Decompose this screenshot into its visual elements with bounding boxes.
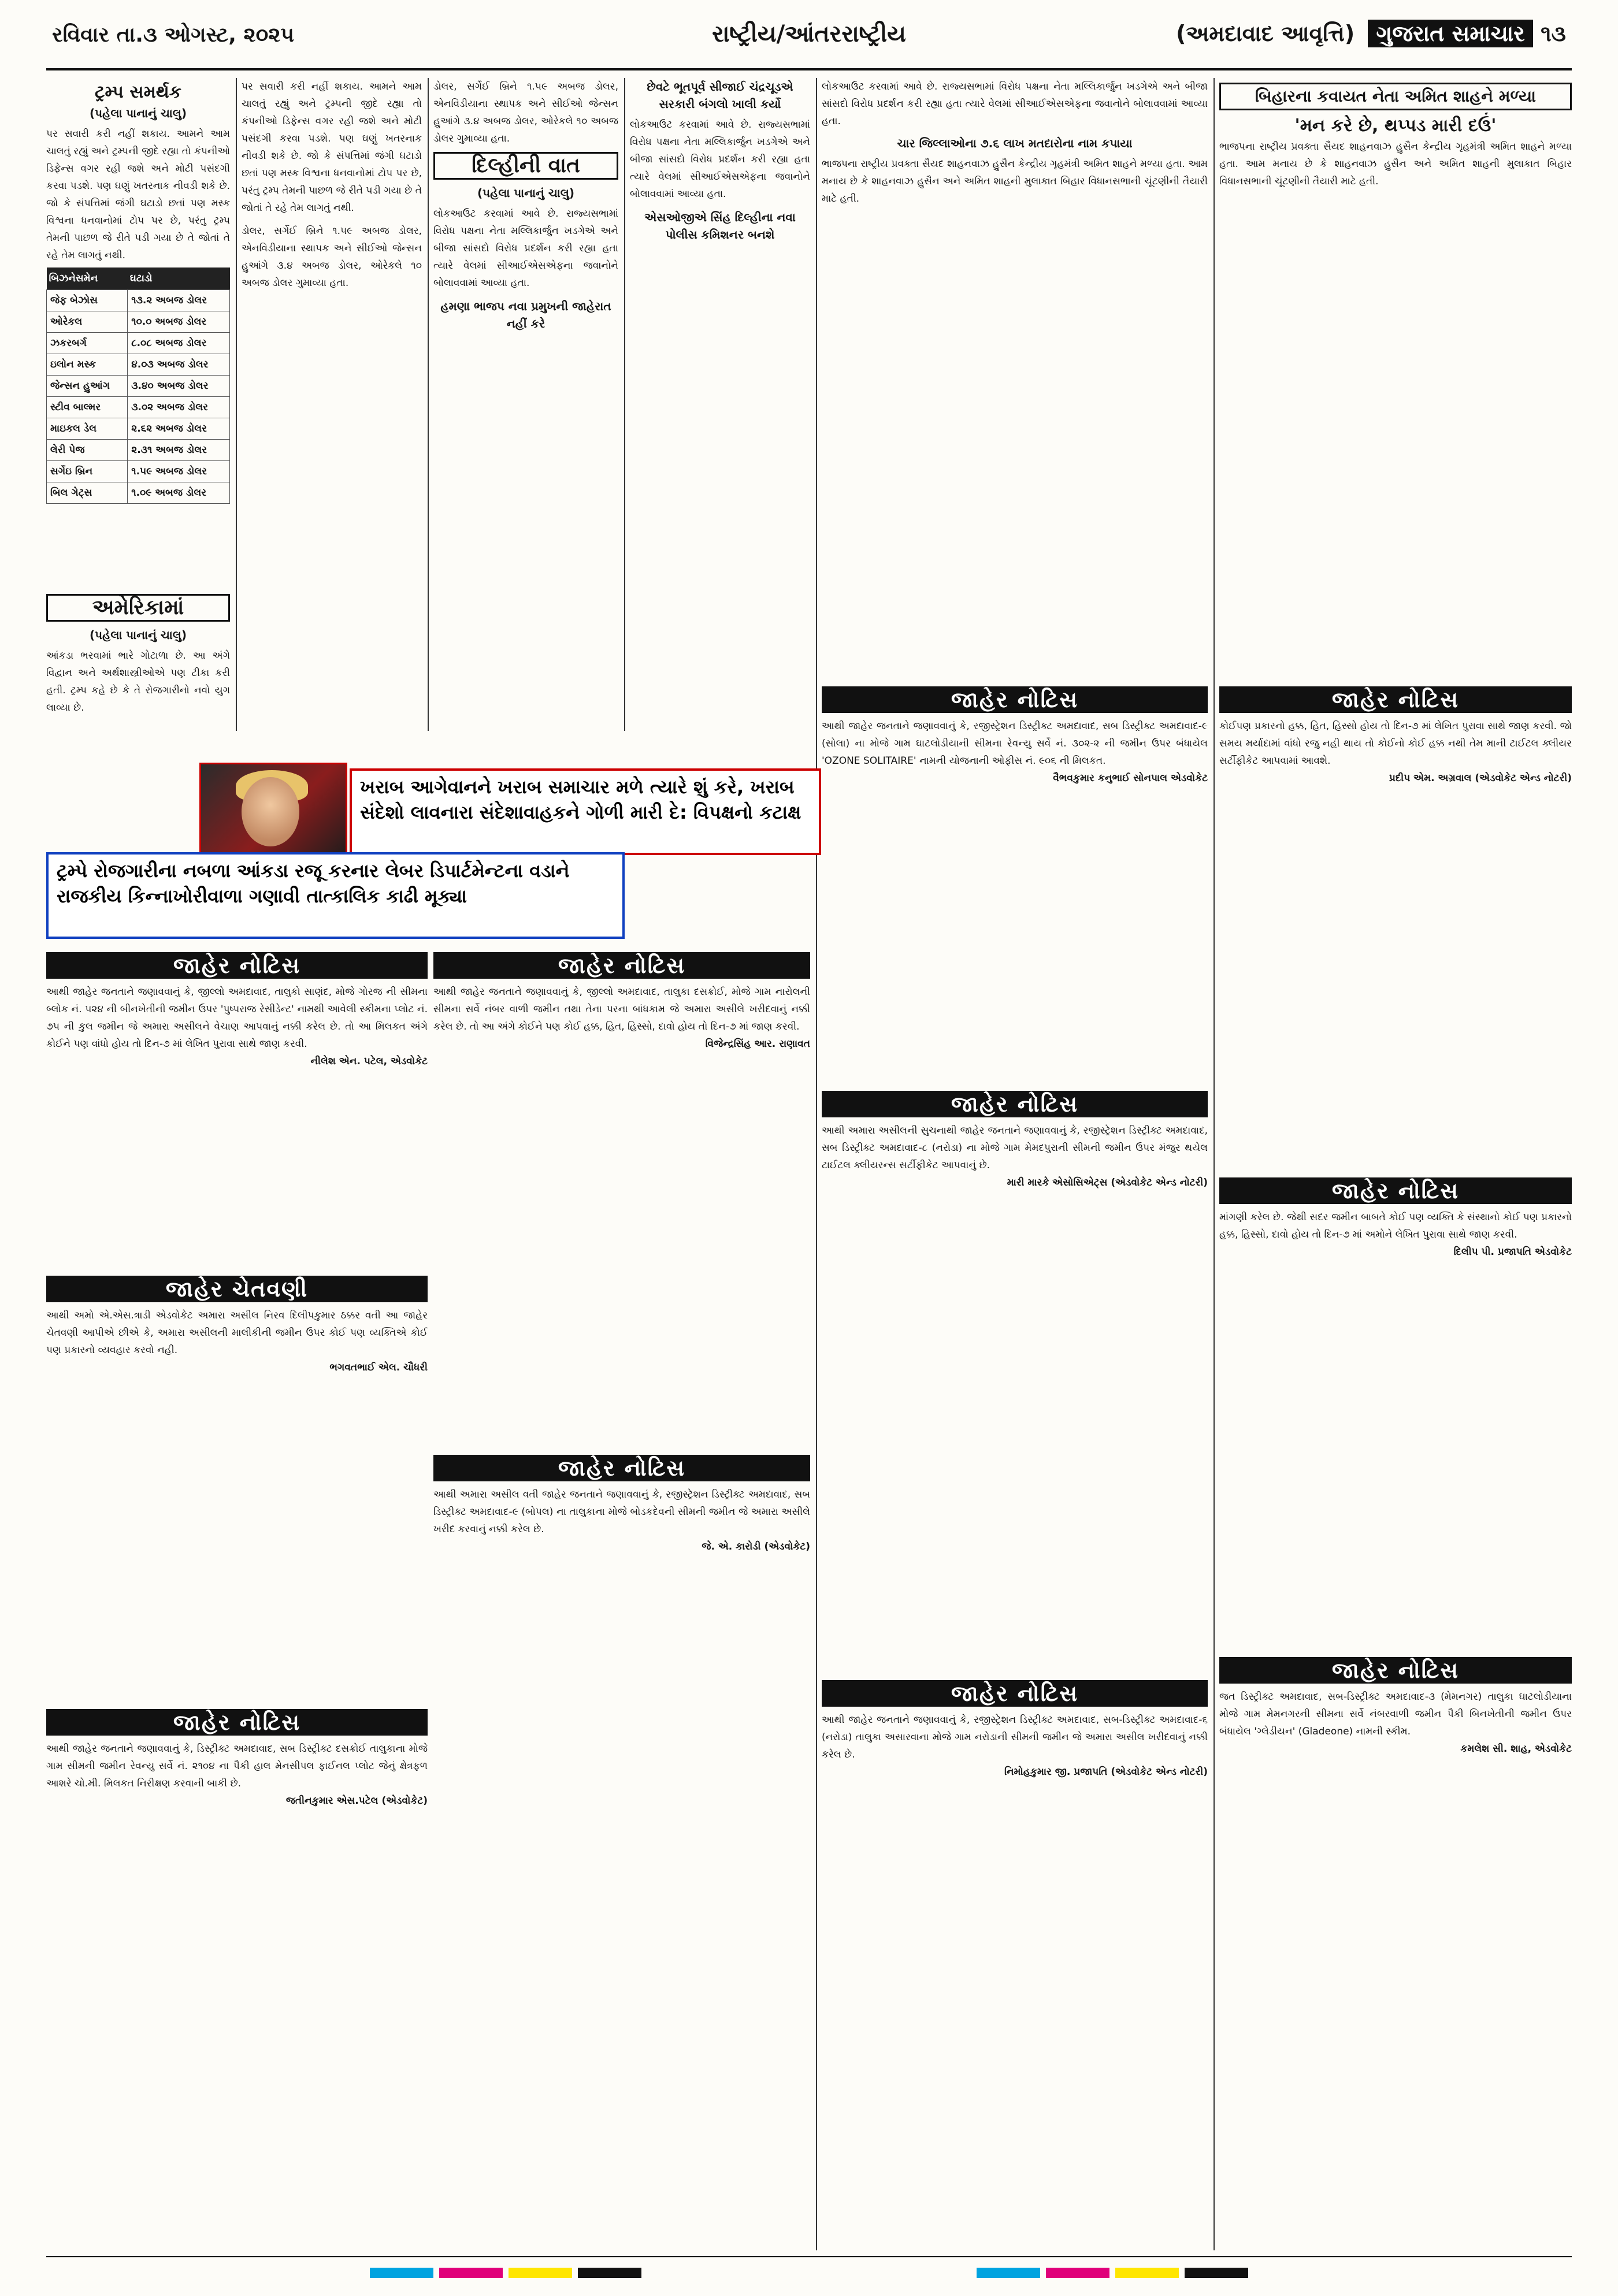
notice-body: આથી અમારા અસીલની સુચનાથી જાહેર જનતાને જણાવવાનું કે, રજીસ્ટ્રેશન ડિસ્ટ્રીક્ટ અમદાવાદ, સબ ડિસ્ટ્રીક્ટ અમદાવાદ-૮ (નરોડા) ના મોજે ગામ મેમદપુરાની સીમની જમીન ઉપર મંજુર થયેલ ટાઈટલ ક્લીયરન્સ સર્ટીફીકેટ આપવાનું છે. xyxy=(822,1125,1208,1171)
notice-title: જાહેર નોટિસ xyxy=(1219,1657,1572,1684)
notice-6 xyxy=(822,1086,1208,1664)
notice-3 xyxy=(433,948,810,1433)
delhi-body-cont: લોકઆઉટ કરવામાં આવે છે. રાજ્યસભામાં વિરોધ પક્ષના નેતા મલ્લિકાર્જુન ખડગેએ અને બીજા સાંસદો વિરોધ પ્રદર્શન કરી રહ્યા હતા ત્યારે વેલમાં સીઆઈએસએફના જવાનોને બોલાવવામાં આવ્યા હતા. xyxy=(630,119,810,200)
notice-body: જત ડિસ્ટ્રીક્ટ અમદાવાદ, સબ-ડિસ્ટ્રીક્ટ અમદાવાદ-૩ (મેમનગર) તાલુકા ઘાટલોડીયાના મોજે ગામ મેમનગરની સીમના સર્વે નંબરવાળી જમીન પૈકી બિનખેતીની જમીન ઉપર બંધાયેલ 'ગ્લેડીયન' (Gladeone) નામની સ્કીમ. xyxy=(1219,1691,1572,1737)
column-divider xyxy=(816,78,817,2250)
newspaper-logo: ગુજરાત સમાચાર xyxy=(1368,20,1532,47)
businessman-name: બિલ ગેટ્સ xyxy=(47,482,128,504)
delhi-article-cont xyxy=(630,78,810,731)
trump-after-table: ડોલર, સર્ગેઈ બ્રિને ૧.૫૯ અબજ ડોલર, એનવિડીયાના સ્થાપક અને સીઈઓ જેન્સન હુઆંગે ૩.૪ અબજ ડોલર, ઓરેકલે ૧૦ અબજ ડોલર ગુમાવ્યા હતા. xyxy=(242,225,422,289)
businessman-name: જેન્સન હુઆંગ xyxy=(47,376,128,397)
police-commissioner-subhead: એસઓજીએ સિંહ દિલ્હીના નવા પોલીસ કમિશનર બનશે xyxy=(644,210,796,242)
footer-rule xyxy=(46,2256,1572,2257)
table-row xyxy=(47,482,230,504)
wealth-loss: ૨.૬૨ અબજ ડોલર xyxy=(128,418,230,440)
notice-body: આથી જાહેર જનતાને જણાવવાનું કે, રજીસ્ટ્રેશન ડિસ્ટ્રીક્ટ અમદાવાદ, સબ-ડિસ્ટ્રીક્ટ અમદાવાદ-૬ (નરોડા) તાલુકા અસારવાના મોજે ગામ નરોડાની સીમની જમીન જે અમારા અસીલ ખરીદવાનું નક્કી કરેલ છે. xyxy=(822,1714,1208,1760)
notice-advocate: નીલેશ એન. પટેલ, એડવોકેટ xyxy=(310,1056,428,1067)
trump-photo xyxy=(199,763,347,864)
notice-body: માંગણી કરેલ છે. જેથી સદર જમીન બાબતે કોઈ પણ વ્યક્તિ કે સંસ્થાનો કોઈ પણ પ્રકારનો હક્ક, હિસ્સો, દાવો હોય તો દિન-૭ માં અમોને લેખિત પુરાવા સાથે જાણ કરવી. xyxy=(1219,1212,1572,1240)
wealth-loss: ૧.૫૯ અબજ ડોલર xyxy=(128,461,230,482)
notice-advocate: જતીનકુમાર એસ.પટેલ (એડવોકેટ) xyxy=(285,1795,428,1807)
notice-1 xyxy=(46,948,428,1260)
notice-warning xyxy=(46,1271,428,1687)
notice-5 xyxy=(822,682,1208,1063)
businessman-name: ઇલોન મસ્ક xyxy=(47,354,128,376)
table-row xyxy=(47,461,230,482)
wealth-loss: ૨.૩૧ અબજ ડોલર xyxy=(128,440,230,461)
wealth-loss: ૪.૦૩ અબજ ડોલર xyxy=(128,354,230,376)
businessman-name: ઓરેકલ xyxy=(47,311,128,333)
notice-advocate: પ્રદીપ એમ. અગ્રવાલ (એડવોકેટ એન્ડ નોટરી) xyxy=(1389,772,1572,784)
notice-advocate: દિલીપ પી. પ્રજાપતિ એડવોકેટ xyxy=(1453,1246,1572,1258)
notice-title: જાહેર નોટિસ xyxy=(822,1091,1208,1117)
registration-mark-magenta xyxy=(439,2268,503,2278)
trump-body: પર સવારી કરી નહીં શકાય. આમને આમ ચાલતું રહ્યું અને ટ્રમ્પની જીદે રહ્યા તો કંપનીઓ ડિફેન્સ વગર રહી જશે અને મોટી પસંદગી કરવા પડશે. પણ ઘણું ખતરનાક નીવડી શકે છે. જો કે સંપત્તિમાં જંગી ઘટાડો છતાં પણ મસ્ક વિશ્વના ધનવાનોમાં ટોપ પર છે, પરંતુ ટ્રમ્પ તેમની પાછળ જે રીતે પડી ગયા છે તે જોતાં તે રહે તેમ લાગતું નથી. xyxy=(46,128,230,261)
notice-2 xyxy=(46,1704,428,2247)
table-row xyxy=(47,354,230,376)
chandrachud-headline: છેવટે ભૂતપૂર્વ સીજાઈ ચંદ્રચૂડએ સરકારી બંગલો ખાલી કર્યો xyxy=(647,80,793,111)
notice-body: આથી અમારા અસીલ વતી જાહેર જનતાને જણાવવાનું કે, રજીસ્ટ્રેશન ડિસ્ટ્રીક્ટ અમદાવાદ, સબ ડિસ્ટ્રીક્ટ અમદાવાદ-૯ (બોપલ) ના તાલુકાના મોજે બોડકદેવની સીમની જમીન જે અમારા અસીલે ખરીદ કરવાનું નક્કી કરેલ છે. xyxy=(433,1489,810,1535)
warning-advocate: ભગવતભાઈ એલ. ચૌધરી xyxy=(329,1362,428,1373)
column-divider xyxy=(236,78,237,731)
wealth-loss: ૧૩.૨ અબજ ડોલર xyxy=(128,290,230,311)
notice-title: જાહેર નોટિસ xyxy=(46,1709,428,1736)
notice-body: આથી જાહેર જનતાને જણાવવાનું કે, જીલ્લો અમદાવાદ, તાલુકો સાણંદ, મોજે ગોરજ ની સીમના બ્લોક નં. ૫૨૪ ની બીનખેતીની જમીન ઉપર 'પુષ્પરાજ રેસીડેન્ટ' નામથી આવેલી સ્કીમના પ્લોટ નં. ૭૫ ની કુલ જમીન જે અમારા અસીલને વેચાણ આપવાનું નક્કી કરેલ છે. તો આ મિલકત અંગે કોઈને પણ વાંધો હોય તો દિન-૭ માં લેખિત પુરાવા સાથે જાણ કરવી. xyxy=(46,986,428,1050)
wealth-loss: ૩.૦૨ અબજ ડોલર xyxy=(128,397,230,418)
notice-title: જાહેર નોટિસ xyxy=(1219,1177,1572,1204)
registration-mark-magenta xyxy=(1046,2268,1109,2278)
notice-title: જાહેર નોટિસ xyxy=(822,1680,1208,1707)
registration-mark-black xyxy=(578,2268,641,2278)
notice-7 xyxy=(822,1675,1208,2247)
notice-advocate: જે. એ. કારોડી (એડવોકેટ) xyxy=(702,1541,810,1552)
opposition-quote-banner: ખરાબ આગેવાનને ખરાબ સમાચાર મળે ત્યારે શું કરે, ખરાબ સંદેશો લાવનારા સંદેશાવાહકને ગોળી મારી દે: વિપક્ષનો કટાક્ષ xyxy=(350,768,821,855)
bihar-headline: બિહારના કવાયત નેતા અમિત શાહને મળ્યા xyxy=(1219,83,1572,110)
table-header: બિઝનેસમેન xyxy=(47,268,128,290)
delhi-article xyxy=(433,78,618,731)
column-divider xyxy=(428,78,429,731)
notice-body: આથી જાહેર જનતાને જણાવવાનું કે, રજીસ્ટ્રેશન ડિસ્ટ્રીક્ટ અમદાવાદ, સબ ડિસ્ટ્રીક્ટ અમદાવાદ-૯ (સોલા) ના મોજે ગામ ઘાટલોડીયાની સીમના રેવન્યુ સર્વે નં. ૩૦૨-૨ ની જમીન ઉપર બંધાયેલ 'OZONE SOLITAIRE' નામની યોજનાની ઓફીસ નં. ૯૦૬ ની મિલકત. xyxy=(822,720,1208,767)
delhi-lead-text: ડોલર, સર્ગેઈ બ્રિને ૧.૫૯ અબજ ડોલર, એનવિડીયાના સ્થાપક અને સીઈઓ જેન્સન હુઆંગે ૩.૪ અબજ ડોલર, ઓરેકલે ૧૦ અબજ ડોલર ગુમાવ્યા હતા. xyxy=(433,81,618,144)
notice-body: કોઈપણ પ્રકારનો હક્ક, હિત, હિસ્સો હોય તો દિન-૭ માં લેખિત પુરાવા સાથે જાણ કરવી. જો સમય મર્યાદામાં વાંધો રજુ નહી થાય તો કોઈનો કોઈ હક્ક નથી તેમ માની ટાઈટલ ક્લીયર સર્ટીફીકેટ આપવામાં આવશે. xyxy=(1219,720,1572,767)
bihar-article xyxy=(822,78,1208,731)
registration-mark-yellow xyxy=(1115,2268,1179,2278)
notice-8 xyxy=(1219,682,1572,1156)
wealth-loss: ૧૦.૦ અબજ ડોલર xyxy=(128,311,230,333)
registration-mark-black xyxy=(1185,2268,1248,2278)
voters-subhead: ચાર જિલ્લાઓના ૭.૬ લાખ મતદારોના નામ કપાયા xyxy=(897,136,1133,150)
table-row xyxy=(47,418,230,440)
section-title: રાષ્ટ્રીય/આંતરરાષ્ટ્રીય xyxy=(712,21,906,47)
table-row xyxy=(47,440,230,461)
notice-9 xyxy=(1219,1173,1572,1635)
wealth-loss: ૮.૦૮ અબજ ડોલર xyxy=(128,333,230,354)
delhi-continued: (પહેલા પાનાનું ચાલુ) xyxy=(477,186,575,200)
trump-body-cont: પર સવારી કરી નહીં શકાય. આમને આમ ચાલતું રહ્યું અને ટ્રમ્પની જીદે રહ્યા તો કંપનીઓ ડિફેન્સ વગર રહી જશે અને મોટી પસંદગી કરવા પડશે. પણ ઘણું ખતરનાક નીવડી શકે છે. જો કે સંપત્તિમાં જંગી ઘટાડો છતાં પણ મસ્ક વિશ્વના ધનવાનોમાં ટોપ પર છે, પરંતુ ટ્રમ્પ તેમની પાછળ જે રીતે પડી ગયા છે તે જોતાં તે રહે તેમ લાગતું નથી. xyxy=(242,81,422,214)
table-row xyxy=(47,333,230,354)
notice-title: જાહેર નોટિસ xyxy=(1219,686,1572,713)
issue-date: રવિવાર તા.૩ ઓગસ્ટ, ૨૦૨૫ xyxy=(52,23,295,47)
photo-face xyxy=(242,777,299,846)
notice-title: જાહેર નોટિસ xyxy=(433,952,810,979)
bihar-body: ભાજપના રાષ્ટ્રીય પ્રવક્તા સૈયદ શાહનવાઝ હુસૈન કેન્દ્રીય ગૃહમંત્રી અમિત શાહને મળ્યા હતા. આમ મનાય છે કે શાહનવાઝ હુસૈન અને અમિત શાહની મુલાકાત બિહાર વિધાનસભાની ચૂંટણીની તૈયારી માટે હતી. xyxy=(1219,141,1572,187)
slap-quote-headline: 'મન કરે છે, થપ્પડ મારી દઉં' xyxy=(1294,116,1497,136)
masthead-rule xyxy=(46,68,1572,70)
america-body: આંકડા ભરવામાં ભારે ગોટાળા છે. આ અંગે વિદ્વાન અને અર્થશાસ્ત્રીઓએ પણ ટીકા કરી હતી. ટ્રમ્પ કહે છે કે તે રોજગારીનો નવો યુગ લાવ્યા છે. xyxy=(46,650,230,714)
table-row xyxy=(47,290,230,311)
warning-title: જાહેર ચેતવણી xyxy=(46,1276,428,1302)
notice-advocate: વિજેન્દ્રસિંહ આર. રાણાવત xyxy=(705,1038,810,1050)
warning-body: આથી અમો એ.એસ.ત્રાડી એડવોકેટ અમારા અસીલ નિરવ દિલીપકુમાર ઠક્કર વતી આ જાહેર ચેતવણી આપીએ છીએ કે, અમારા અસીલની માલીકીની જમીન ઉપર કોઈ પણ વ્યક્તિએ કોઈ પણ પ્રકારનો વ્યવહાર કરવો નહી. xyxy=(46,1310,428,1356)
notice-title: જાહેર નોટિસ xyxy=(822,686,1208,713)
bihar-body-mid: ભાજપના રાષ્ટ્રીય પ્રવક્તા સૈયદ શાહનવાઝ હુસૈન કેન્દ્રીય ગૃહમંત્રી અમિત શાહને મળ્યા હતા. આમ મનાય છે કે શાહનવાઝ હુસૈન અને અમિત શાહની મુલાકાત બિહાર વિધાનસભાની ચૂંટણીની તૈયારી માટે હતી. xyxy=(822,158,1208,205)
table-row xyxy=(47,376,230,397)
wealth-loss: ૧.૦૯ અબજ ડોલર xyxy=(128,482,230,504)
trump-headline: ટ્રમ્પ સમર્થક xyxy=(95,82,181,102)
table-row xyxy=(47,397,230,418)
businessman-name: ઝકરબર્ગ xyxy=(47,333,128,354)
businessman-name: જેફ બેઝોસ xyxy=(47,290,128,311)
registration-mark-cyan xyxy=(977,2268,1040,2278)
table-row xyxy=(47,311,230,333)
masthead xyxy=(0,0,1618,64)
notice-4 xyxy=(433,1450,810,2247)
notice-advocate: મારી મારકે એસોસિએટ્સ (એડવોકેટ એન્ડ નોટરી) xyxy=(1007,1177,1208,1188)
america-headline: અમેરિકામાં xyxy=(46,594,230,622)
delhi-headline: દિલ્હીની વાત xyxy=(433,152,618,180)
registration-mark-yellow xyxy=(509,2268,572,2278)
notice-advocate: નિમોહકુમાર જી. પ્રજાપતિ (એડવોકેટ એન્ડ નોટરી) xyxy=(1004,1766,1208,1778)
notice-body: આથી જાહેર જનતાને જણાવવાનું કે, ડિસ્ટ્રીક્ટ અમદાવાદ, સબ ડિસ્ટ્રીક્ટ દસક્રોઈ તાલુકાના મોજે ગામ સીમની જમીન રેવન્યુ સર્વે નં. ૨૧૦૪ ના પૈકી હાલ મેનસીપલ ફાઈનલ પ્લોટ જેનું ક્ષેત્રફળ આશરે ચો.મી. મિલકત નિરીક્ષણ કરવાની બાકી છે. xyxy=(46,1743,428,1789)
main-headline-banner: ટ્રમ્પે રોજગારીના નબળા આંકડા રજૂ કરનાર લેબર ડિપાર્ટમેન્ટના વડાને રાજકીય કિન્નાખોરીવાળા ગણાવી તાત્કાલિક કાઢી મૂક્યા xyxy=(46,852,625,939)
column-divider xyxy=(1214,78,1215,2250)
notice-title: જાહેર નોટિસ xyxy=(46,952,428,979)
businessman-name: લેરી પેજ xyxy=(47,440,128,461)
bihar-body-left: લોકઆઉટ કરવામાં આવે છે. રાજ્યસભામાં વિરોધ પક્ષના નેતા મલ્લિકાર્જુન ખડગેએ અને બીજા સાંસદો વિરોધ પ્રદર્શન કરી રહ્યા હતા ત્યારે વેલમાં સીઆઈએસએફના જવાનોને બોલાવવામાં આવ્યા હતા. xyxy=(822,81,1208,127)
notice-advocate: વૈભવકુમાર કનુભાઈ સોનપાલ એડવોકેટ xyxy=(1053,772,1208,784)
businessman-name: સ્ટીવ બાલ્મર xyxy=(47,397,128,418)
registration-mark-cyan xyxy=(370,2268,433,2278)
wealth-loss-table xyxy=(46,268,230,504)
trump-continued: (પહેલા પાનાનું ચાલુ) xyxy=(89,106,187,120)
delhi-body: લોકઆઉટ કરવામાં આવે છે. રાજ્યસભામાં વિરોધ પક્ષના નેતા મલ્લિકાર્જુન ખડગેએ અને બીજા સાંસદો વિરોધ પ્રદર્શન કરી રહ્યા હતા ત્યારે વેલમાં સીઆઈએસએફના જવાનોને બોલાવવામાં આવ્યા હતા. xyxy=(433,208,618,289)
notice-body: આથી જાહેર જનતાને જણાવવાનું કે, જીલ્લો અમદાવાદ, તાલુકા દસક્રોઈ, મોજે ગામ નારોલની સીમના સર્વે નંબર વાળી જમીન તથા તેના પરના બાંધકામ જે અમારા અસીલે ખરીદવાનું નક્કી કરેલ છે. તો આ અંગે કોઈને પણ કોઈ હક્ક, હિત, હિસ્સો, દાવો હોય તો દિન-૭ માં જાણ કરવી. xyxy=(433,986,810,1032)
bjp-subhead: હમણા ભાજપ નવા પ્રમુખની જાહેરાત નહીં કરે xyxy=(440,299,611,330)
table-header: ઘટાડો xyxy=(128,268,230,290)
wealth-loss: ૩.૪૦ અબજ ડોલર xyxy=(128,376,230,397)
page-number: ૧૩ xyxy=(1541,21,1566,46)
edition-label: (અમદાવાદ આવૃત્તિ) xyxy=(1175,21,1355,46)
notice-10 xyxy=(1219,1652,1572,2247)
brand-block xyxy=(1176,21,1566,47)
america-continued: (પહેલા પાનાનું ચાલુ) xyxy=(89,628,187,642)
businessman-name: સર્ગેઇ બ્રિન xyxy=(47,461,128,482)
trump-article-cont xyxy=(242,78,422,731)
notice-advocate: કમલેશ સી. શાહ, એડવોકેટ xyxy=(1460,1743,1572,1755)
businessman-name: માઇકલ ડેલ xyxy=(47,418,128,440)
notice-title: જાહેર નોટિસ xyxy=(433,1455,810,1481)
column-divider xyxy=(624,78,625,731)
bihar-box xyxy=(1219,78,1572,731)
